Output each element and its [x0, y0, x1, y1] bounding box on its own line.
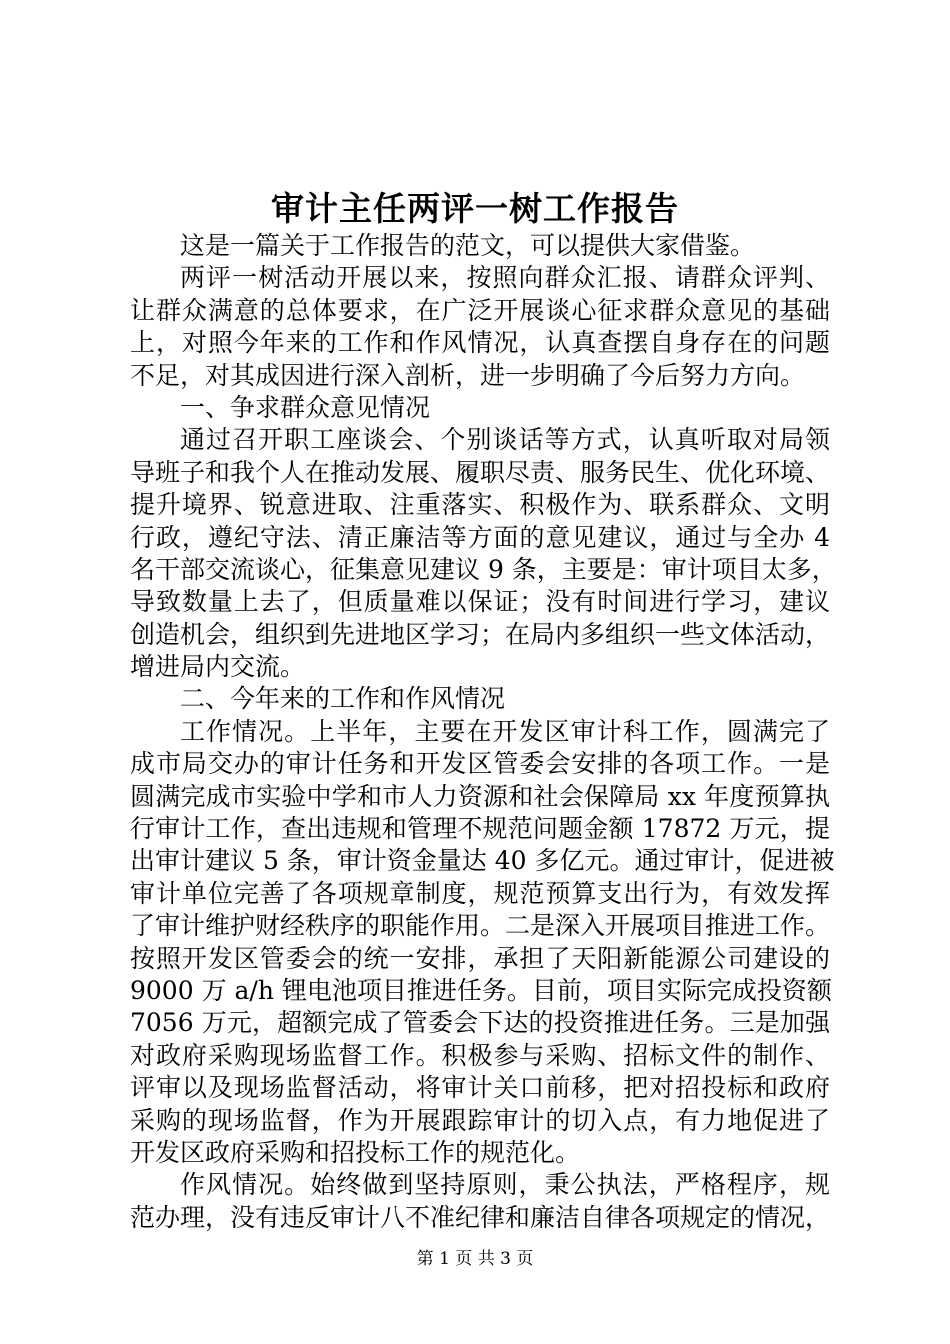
- body-line: 开发区政府采购和招投标工作的规范化。: [130, 1137, 581, 1167]
- body-line: 一、争求群众意见情况: [180, 392, 431, 422]
- body-line: 这是一篇关于工作报告的范文，可以提供大家借鉴。: [180, 231, 756, 260]
- body-line: 两评一树活动开展以来，按照向群众汇报、请群众评判、: [180, 263, 830, 293]
- body-line: 二、今年来的工作和作风情况: [180, 684, 506, 714]
- body-line: 出审计建议 5 条，审计资金量达 40 多亿元。通过审计，促进被: [130, 846, 835, 876]
- body-line: 行审计工作，查出违规和管理不规范问题金额 17872 万元，提: [130, 814, 830, 844]
- body-line: 上，对照今年来的工作和作风情况，认真查摆自身存在的问题: [130, 328, 830, 358]
- body-line: 工作情况。上半年，主要在开发区审计科工作，圆满完了: [180, 716, 830, 746]
- body-line: 创造机会，组织到先进地区学习；在局内多组织一些文体活动，: [130, 619, 831, 649]
- body-line: 名干部交流谈心，征集意见建议 9 条，主要是：审计项目太多，: [130, 554, 837, 584]
- body-line: 作风情况。始终做到坚持原则，秉公执法，严格程序，规: [180, 1170, 830, 1200]
- body-line: 增进局内交流。: [130, 652, 306, 682]
- body-line: 按照开发区管委会的统一安排，承担了天阳新能源公司建设的: [130, 943, 830, 973]
- body-line: 提升境界、锐意进取、注重落实、积极作为、联系群众、文明: [130, 490, 830, 520]
- body-line: 9000 万 a/h 锂电池项目推进任务。目前，项目实际完成投资额: [130, 975, 832, 1005]
- body-line: 范办理，没有违反审计八不准纪律和廉洁自律各项规定的情况，: [130, 1202, 831, 1232]
- body-line: 圆满完成市实验中学和市人力资源和社会保障局 xx 年度预算执: [130, 781, 830, 811]
- body-line: 对政府采购现场监督工作。积极参与采购、招标文件的制作、: [130, 1040, 830, 1070]
- body-line: 7056 万元，超额完成了管委会下达的投资推进任务。三是加强: [130, 1008, 830, 1038]
- body-line: 行政，遵纪守法、清正廉洁等方面的意见建议，通过与全办 4: [130, 522, 830, 552]
- body-line: 采购的现场监督，作为开展跟踪审计的切入点，有力地促进了: [130, 1105, 830, 1135]
- body-line: 导致数量上去了，但质量难以保证；没有时间进行学习，建议: [130, 587, 830, 617]
- body-line: 导班子和我个人在推动发展、履职尽责、服务民生、优化环境、: [130, 457, 831, 487]
- body-line: 评审以及现场监督活动，将审计关口前移，把对招投标和政府: [130, 1073, 830, 1103]
- body-line: 让群众满意的总体要求，在广泛开展谈心征求群众意见的基础: [130, 295, 830, 325]
- body-line: 通过召开职工座谈会、个别谈话等方式，认真听取对局领: [180, 425, 830, 455]
- document-title: 审计主任两评一树工作报告: [271, 189, 679, 228]
- body-line: 成市局交办的审计任务和开发区管委会安排的各项工作。一是: [130, 749, 830, 779]
- body-line: 审计单位完善了各项规章制度，规范预算支出行为，有效发挥: [130, 878, 830, 908]
- body-line: 不足，对其成因进行深入剖析，进一步明确了今后努力方向。: [130, 360, 806, 390]
- body-line: 了审计维护财经秩序的职能作用。二是深入开展项目推进工作。: [130, 911, 831, 941]
- page-footer: 第 1 页 共 3 页: [416, 1249, 534, 1269]
- document-body: [130, 230, 837, 1234]
